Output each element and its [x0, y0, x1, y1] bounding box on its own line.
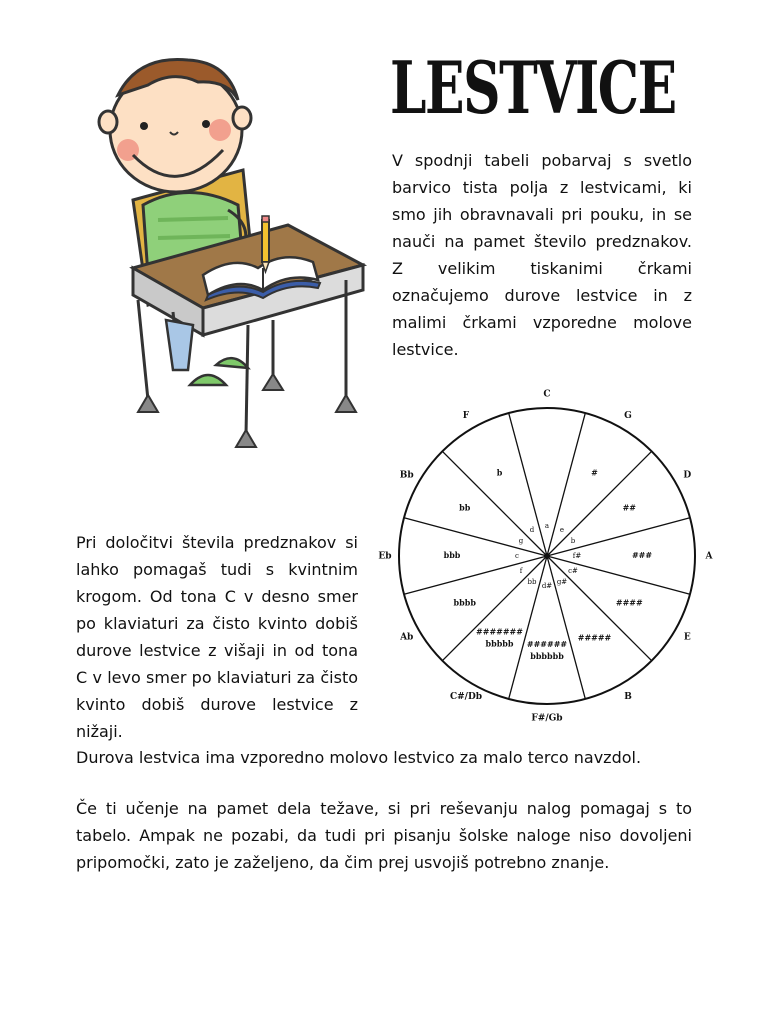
major-key-label: C#/Db — [449, 691, 483, 702]
sector-divider — [404, 518, 550, 556]
major-key-label: F#/Gb — [531, 713, 563, 724]
minor-key-label: c — [515, 552, 519, 560]
page-title: LESTVICE — [390, 45, 676, 130]
key-signature-label: bb — [459, 502, 471, 513]
key-signature-label: bbbbbb — [530, 651, 564, 661]
intro-paragraph: V spodnji tabeli pobarvaj s svetlo barvico tista polja z lestvicami, ki smo jih obravnavali pri pouku, in se nauči na pamet število predznakov. Z velikim tiskanimi črkami označujemo durove lestvice in z malimi črkami vzporedne molove lestvice. — [392, 151, 692, 359]
major-key-label: C — [543, 389, 551, 400]
major-key-label: A — [705, 551, 713, 562]
major-key-label: Bb — [399, 470, 414, 481]
sector-divider — [544, 518, 690, 556]
key-signature-label: ####### — [476, 626, 523, 637]
sector-divider — [442, 451, 550, 556]
minor-key-label: b — [570, 537, 576, 545]
minor-key-label: d — [529, 526, 535, 535]
sector-divider — [509, 413, 550, 556]
major-key-label: B — [624, 691, 632, 702]
sector-divider — [404, 556, 547, 594]
minor-key-label: d# — [541, 582, 553, 590]
key-signature-label: bbbbb — [485, 638, 514, 649]
major-key-label: E — [683, 632, 691, 643]
minor-key-label: f# — [572, 552, 582, 560]
major-key-label: Ab — [400, 632, 414, 643]
key-signature-label: bbb — [443, 550, 461, 560]
minor-key-label: g# — [556, 577, 568, 586]
circle-of-fifths-diagram — [380, 380, 715, 730]
key-signature-label: bbbb — [453, 597, 476, 608]
major-key-label: G — [624, 411, 632, 422]
minor-key-label: bb — [527, 577, 537, 586]
major-key-label: F — [462, 411, 470, 422]
key-signature-label: ### — [631, 550, 653, 560]
minor-key-label: a — [544, 522, 550, 530]
major-key-label: Eb — [378, 551, 392, 562]
boy-at-desk-illustration — [78, 40, 368, 510]
circle-help-paragraph: Pri določitvi števila predznakov si lahko pomagaš tudi s kvintnim krogom. Od tona C v desno smer po klaviaturi za čisto kvinto dobiš durove lestvice z višaji in od tona C v levo smer po klaviaturi za čisto kvinto dobiš durove lestvice z nižaji. — [76, 533, 358, 741]
minor-key-label: g — [518, 537, 524, 545]
major-key-label: D — [683, 470, 692, 481]
key-signature-label: # — [591, 467, 598, 478]
key-signature-label: ###### — [526, 639, 568, 649]
key-signature-label: #### — [615, 597, 643, 608]
sector-divider — [544, 413, 585, 556]
minor-key-label: c# — [568, 567, 578, 575]
circle-center — [544, 553, 550, 559]
key-signature-label: ##### — [577, 632, 612, 643]
parallel-minor-paragraph: Durova lestvica ima vzporedno molovo lestvico za malo terco navzdol. — [76, 748, 642, 767]
advice-paragraph: Če ti učenje na pamet dela težave, si pri reševanju nalog pomagaj s to tabelo. Ampak ne pozabi, da tudi pri pisanju šolske naloge niso dovoljeni pripomočki, zato je zaželjeno, da čim prej usvojiš potrebno znanje. — [76, 799, 692, 872]
sector-divider — [547, 556, 690, 594]
minor-key-label: e — [559, 526, 565, 535]
minor-key-label: f — [519, 567, 523, 575]
key-signature-label: ## — [622, 502, 636, 513]
key-signature-label: b — [496, 467, 503, 478]
